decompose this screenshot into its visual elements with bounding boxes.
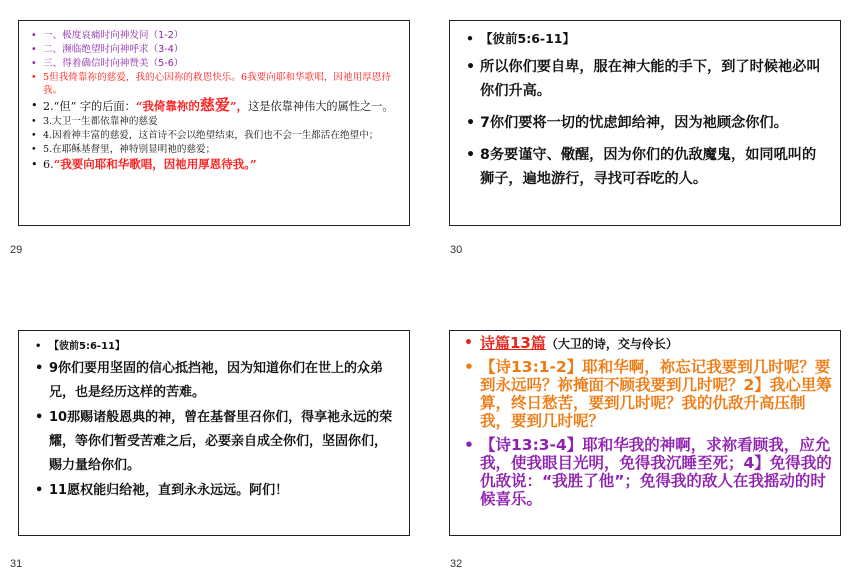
scripture-ref: 【彼前5:6-11】	[49, 341, 125, 352]
list-item	[464, 143, 830, 191]
outline-point-2: 二、濒临绝望时向神呼求（3-4）	[43, 44, 184, 55]
point-text: 5.在耶稣基督里，神特别显明祂的慈爱；	[43, 144, 216, 155]
bullet-icon: •	[31, 144, 37, 155]
list-item	[29, 43, 399, 56]
outline-point-1: 一、极度哀痛时向神发问（1-2）	[43, 30, 184, 41]
verse-text: 8务要谨守、儆醒，因为你们的仇敌魔鬼，如同吼叫的狮子，遍地游行，寻找可吞吃的人。	[480, 147, 817, 187]
bullet-icon: •	[31, 116, 37, 127]
verse-text: 7你们要将一切的忧虑卸给神，因为祂顾念你们。	[480, 115, 788, 131]
list-item	[29, 71, 399, 97]
slide-31[interactable]	[18, 330, 410, 536]
slide-number: 30	[450, 244, 463, 256]
bullet-icon: •	[31, 58, 37, 69]
slide-29-list	[19, 21, 409, 172]
verse-text: 9你们要用坚固的信心抵挡祂，因为知道你们在世上的众弟兄，也是经历这样的苦难。	[49, 361, 384, 400]
slide-32-list	[450, 331, 840, 508]
bullet-icon: •	[35, 483, 44, 498]
verse-text: 【诗13:1-2】耶和华啊，祢忘记我要到几时呢？要到永远吗？祢掩面不顾我要到几时呢？2】我心里筹算，终日愁苦，要到几时呢？我的仇敌升高压制我，要到几时呢？	[480, 358, 832, 430]
list-item	[33, 339, 399, 355]
bullet-icon: •	[35, 341, 42, 352]
slide-number: 29	[10, 244, 23, 256]
highlight-quote-end: ”，	[229, 99, 249, 113]
bullet-icon: •	[31, 99, 38, 112]
bullet-icon: •	[464, 358, 474, 376]
bullet-icon: •	[466, 59, 476, 75]
bullet-icon: •	[31, 44, 37, 55]
bullet-icon: •	[464, 436, 474, 454]
scripture-ref: 【彼前5:6-11】	[480, 31, 575, 46]
slide-number: 31	[10, 558, 23, 570]
point-text: 3.大卫一生都依靠神的慈爱	[43, 116, 158, 127]
bullet-icon: •	[35, 410, 44, 425]
list-item	[29, 98, 399, 114]
psalm-title: 诗篇13篇	[480, 334, 546, 352]
slide-number: 32	[450, 558, 463, 570]
list-item	[462, 333, 832, 354]
bullet-icon: •	[31, 130, 37, 141]
slide-30-list	[450, 21, 840, 191]
slide-31-list	[19, 331, 409, 503]
point-text-cont: 这是依靠神伟大的属性之一。	[248, 100, 394, 113]
bullet-icon: •	[464, 335, 473, 351]
list-item	[464, 111, 830, 135]
bullet-icon: •	[31, 158, 38, 171]
list-item	[462, 358, 832, 430]
verse-text: 【诗13:3-4】耶和华我的神啊，求祢看顾我，应允我，使我眼目光明，免得我沉睡至死；4】免得我的仇敌说：“我胜了他”；免得我的敌人在我摇动的时候喜乐。	[480, 436, 832, 508]
slide-29[interactable]	[18, 20, 410, 226]
point-text: 4.因着神丰富的慈爱，这首诗不会以绝望结束，我们也不会一生都活在绝望中；	[43, 130, 379, 141]
list-item	[29, 29, 399, 42]
highlight-word: 慈爱	[199, 96, 230, 114]
list-item	[29, 157, 399, 172]
bullet-icon: •	[31, 30, 37, 41]
highlight-quote: “我要向耶和华歌唱，因祂用厚恩待我。”	[53, 157, 257, 171]
bullet-icon: •	[31, 72, 37, 83]
bullet-icon: •	[466, 147, 476, 163]
point-text: 2.“但” 字的后面：	[43, 100, 136, 113]
list-item	[29, 143, 399, 156]
list-item	[462, 436, 832, 508]
outline-point-3: 三、得着确信时向神赞美（5-6）	[43, 58, 184, 69]
list-item	[464, 55, 830, 103]
bullet-icon: •	[466, 115, 476, 131]
verse-text: 5但我倚靠祢的慈爱，我的心因祢的救恩快乐。6我要向耶和华歌唱，因祂用厚恩待我。	[43, 72, 391, 96]
list-item	[29, 57, 399, 70]
list-item	[33, 357, 399, 405]
verse-text: 10那赐诸般恩典的神，曾在基督里召你们，得享祂永远的荣耀，等你们暂受苦难之后，必要亲自成全你们，坚固你们，赐力量给你们。	[49, 410, 393, 473]
highlight-quote: “我倚靠祢的	[135, 99, 200, 113]
psalm-subtitle: （大卫的诗，交与伶长）	[545, 337, 678, 351]
list-item	[33, 479, 399, 503]
verse-text: 11愿权能归给祂，直到永永远远。阿们！	[49, 483, 289, 498]
slide-30[interactable]	[449, 20, 841, 226]
slide-32[interactable]	[449, 330, 841, 536]
list-item	[464, 27, 830, 51]
list-item	[29, 115, 399, 128]
verse-text: 所以你们要自卑，服在神大能的手下，到了时候祂必叫你们升高。	[480, 59, 821, 99]
bullet-icon: •	[35, 361, 44, 376]
bullet-icon: •	[466, 31, 474, 46]
point-text: 6.	[43, 158, 54, 171]
list-item	[29, 129, 399, 142]
list-item	[33, 406, 399, 478]
